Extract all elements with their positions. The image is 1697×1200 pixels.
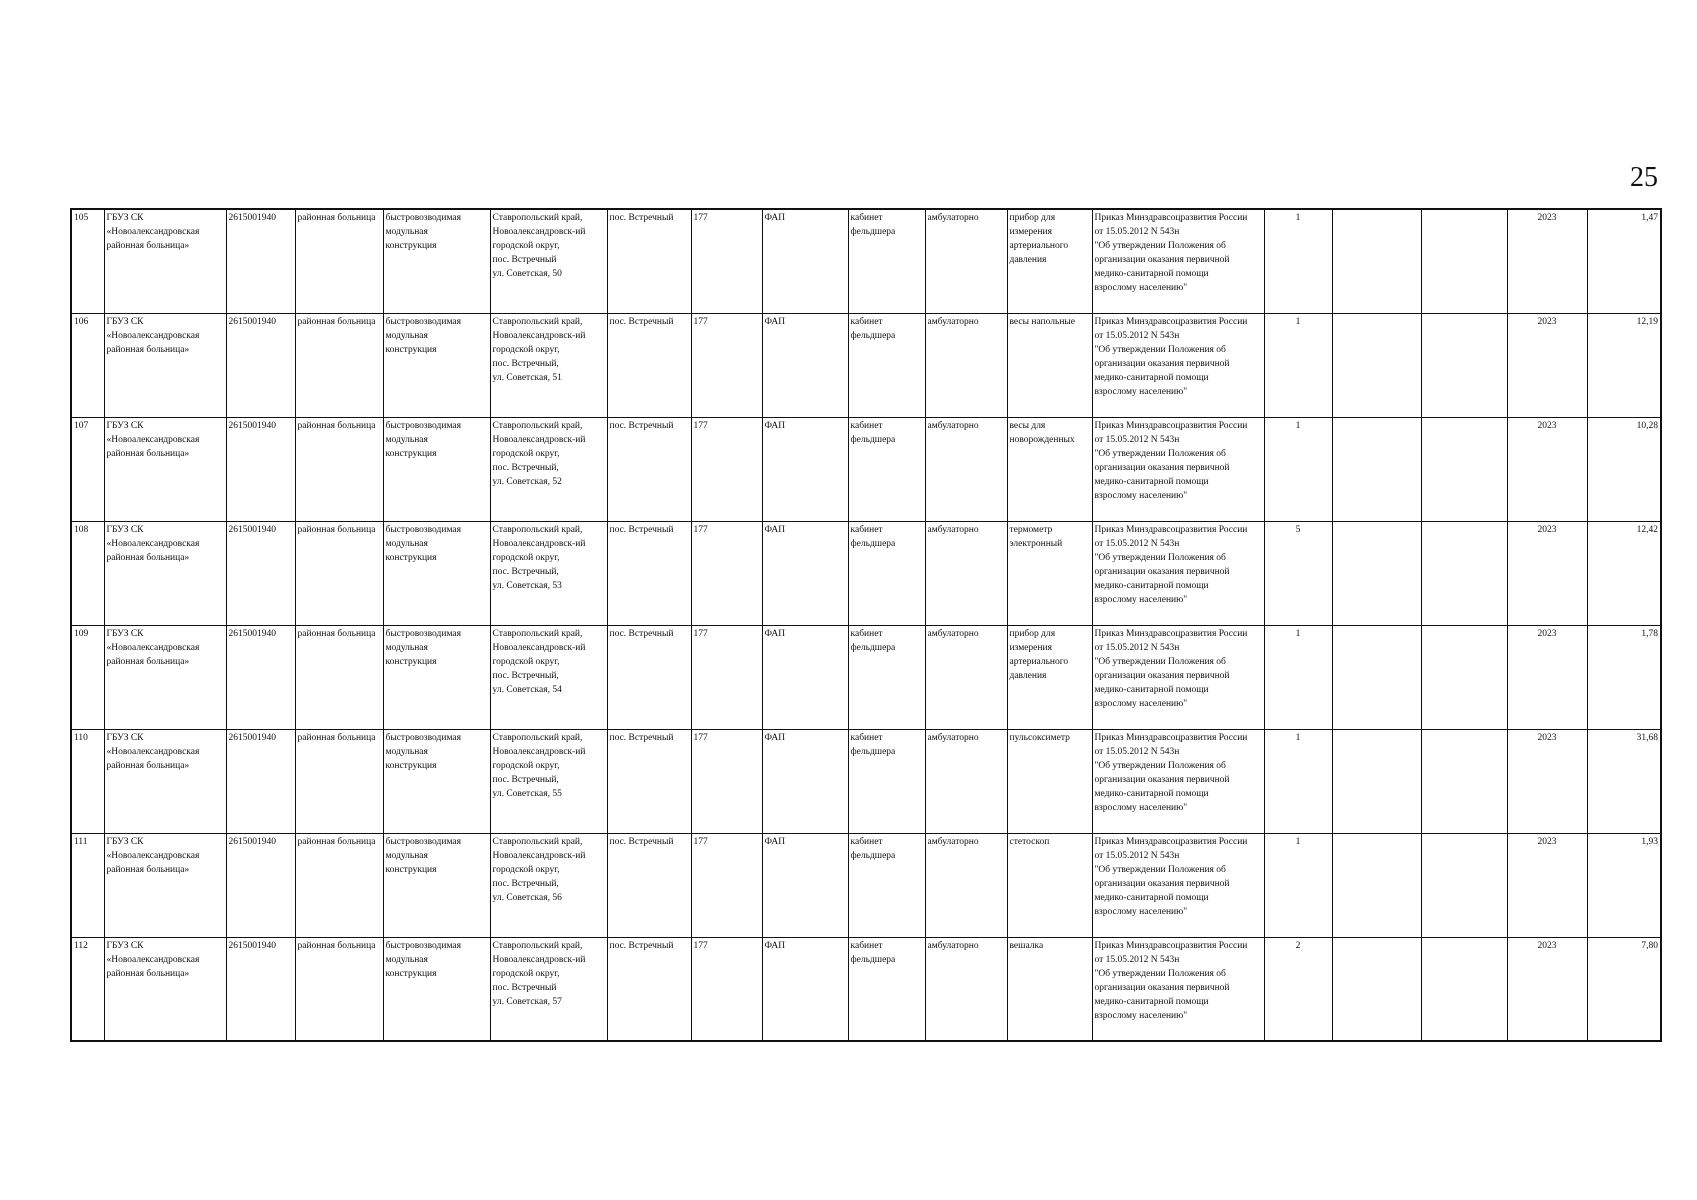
inn-cell: 2615001940 (226, 625, 295, 729)
unit-type-cell: ФАП (762, 729, 848, 833)
settlement-cell: пос. Встречный (607, 313, 691, 417)
year-cell: 2023 (1507, 833, 1587, 937)
cost-cell: 1,93 (1587, 833, 1661, 937)
table-row (71, 625, 1661, 729)
address-cell: Ставропольский край, Новоалександровск-ий городской округ, пос. Встречный, ул. Советская, 55 (490, 729, 607, 833)
cost-cell: 10,28 (1587, 417, 1661, 521)
empty-cell (1332, 729, 1421, 833)
regulation-cell: Приказ Минздравсоцразвития России от 15.05.2012 N 543н "Об утверждении Положения об организации оказания первичной медико-санитарной помощи взрослому населению" (1092, 729, 1264, 833)
equipment-cell: прибор для измерения артериального давления (1007, 209, 1092, 313)
cost-cell: 1,47 (1587, 209, 1661, 313)
organization-cell: ГБУЗ СК «Новоалександровская районная больница» (104, 937, 226, 1041)
year-cell: 2023 (1507, 937, 1587, 1041)
care-mode-cell: амбулаторно (925, 521, 1007, 625)
organization-cell: ГБУЗ СК «Новоалександровская районная больница» (104, 313, 226, 417)
construction-cell: быстровозводимая модульная конструкция (383, 417, 490, 521)
row-number: 111 (71, 833, 104, 937)
row-number: 105 (71, 209, 104, 313)
cost-cell: 31,68 (1587, 729, 1661, 833)
settlement-cell: пос. Встречный (607, 625, 691, 729)
settlement-cell: пос. Встречный (607, 729, 691, 833)
institution-type-cell: районная больница (295, 313, 383, 417)
organization-cell: ГБУЗ СК «Новоалександровская районная больница» (104, 417, 226, 521)
inn-cell: 2615001940 (226, 521, 295, 625)
population-cell: 177 (691, 833, 762, 937)
inn-cell: 2615001940 (226, 937, 295, 1041)
unit-type-cell: ФАП (762, 417, 848, 521)
organization-cell: ГБУЗ СК «Новоалександровская районная больница» (104, 209, 226, 313)
construction-cell: быстровозводимая модульная конструкция (383, 729, 490, 833)
equipment-cell: термометр электронный (1007, 521, 1092, 625)
organization-cell: ГБУЗ СК «Новоалександровская районная больница» (104, 625, 226, 729)
regulation-cell: Приказ Минздравсоцразвития России от 15.05.2012 N 543н "Об утверждении Положения об организации оказания первичной медико-санитарной помощи взрослому населению" (1092, 937, 1264, 1041)
institution-type-cell: районная больница (295, 833, 383, 937)
empty-cell (1421, 209, 1507, 313)
room-cell: кабинет фельдшера (848, 833, 925, 937)
row-number: 112 (71, 937, 104, 1041)
unit-type-cell: ФАП (762, 209, 848, 313)
care-mode-cell: амбулаторно (925, 417, 1007, 521)
empty-cell (1421, 521, 1507, 625)
page-number: 25 (1630, 162, 1658, 193)
construction-cell: быстровозводимая модульная конструкция (383, 521, 490, 625)
care-mode-cell: амбулаторно (925, 625, 1007, 729)
empty-cell (1421, 833, 1507, 937)
unit-type-cell: ФАП (762, 833, 848, 937)
quantity-cell: 1 (1264, 833, 1332, 937)
population-cell: 177 (691, 729, 762, 833)
regulation-cell: Приказ Минздравсоцразвития России от 15.05.2012 N 543н "Об утверждении Положения об организации оказания первичной медико-санитарной помощи взрослому населению" (1092, 833, 1264, 937)
organization-cell: ГБУЗ СК «Новоалександровская районная больница» (104, 521, 226, 625)
settlement-cell: пос. Встречный (607, 833, 691, 937)
inn-cell: 2615001940 (226, 313, 295, 417)
empty-cell (1332, 313, 1421, 417)
quantity-cell: 1 (1264, 209, 1332, 313)
inn-cell: 2615001940 (226, 417, 295, 521)
table-body (71, 209, 1661, 1041)
settlement-cell: пос. Встречный (607, 209, 691, 313)
institution-type-cell: районная больница (295, 209, 383, 313)
address-cell: Ставропольский край, Новоалександровск-ий городской округ, пос. Встречный, ул. Советская, 56 (490, 833, 607, 937)
institution-type-cell: районная больница (295, 729, 383, 833)
row-number: 107 (71, 417, 104, 521)
empty-cell (1332, 937, 1421, 1041)
year-cell: 2023 (1507, 625, 1587, 729)
unit-type-cell: ФАП (762, 521, 848, 625)
room-cell: кабинет фельдшера (848, 417, 925, 521)
empty-cell (1332, 209, 1421, 313)
address-cell: Ставропольский край, Новоалександровск-ий городской округ, пос. Встречный, ул. Советская, 53 (490, 521, 607, 625)
settlement-cell: пос. Встречный (607, 521, 691, 625)
equipment-cell: весы для новорожденных (1007, 417, 1092, 521)
regulation-cell: Приказ Минздравсоцразвития России от 15.05.2012 N 543н "Об утверждении Положения об организации оказания первичной медико-санитарной помощи взрослому населению" (1092, 521, 1264, 625)
quantity-cell: 5 (1264, 521, 1332, 625)
unit-type-cell: ФАП (762, 625, 848, 729)
regulation-cell: Приказ Минздравсоцразвития России от 15.05.2012 N 543н "Об утверждении Положения об организации оказания первичной медико-санитарной помощи взрослому населению" (1092, 209, 1264, 313)
equipment-cell: вешалка (1007, 937, 1092, 1041)
room-cell: кабинет фельдшера (848, 521, 925, 625)
cost-cell: 12,42 (1587, 521, 1661, 625)
room-cell: кабинет фельдшера (848, 209, 925, 313)
regulation-cell: Приказ Минздравсоцразвития России от 15.05.2012 N 543н "Об утверждении Положения об организации оказания первичной медико-санитарной помощи взрослому населению" (1092, 313, 1264, 417)
construction-cell: быстровозводимая модульная конструкция (383, 833, 490, 937)
equipment-table (70, 208, 1662, 1042)
institution-type-cell: районная больница (295, 937, 383, 1041)
unit-type-cell: ФАП (762, 313, 848, 417)
table-row (71, 209, 1661, 313)
regulation-cell: Приказ Минздравсоцразвития России от 15.05.2012 N 543н "Об утверждении Положения об организации оказания первичной медико-санитарной помощи взрослому населению" (1092, 625, 1264, 729)
institution-type-cell: районная больница (295, 625, 383, 729)
address-cell: Ставропольский край, Новоалександровск-ий городской округ, пос. Встречный ул. Советская, 50 (490, 209, 607, 313)
care-mode-cell: амбулаторно (925, 833, 1007, 937)
year-cell: 2023 (1507, 417, 1587, 521)
address-cell: Ставропольский край, Новоалександровск-ий городской округ, пос. Встречный, ул. Советская, 51 (490, 313, 607, 417)
settlement-cell: пос. Встречный (607, 937, 691, 1041)
cost-cell: 1,78 (1587, 625, 1661, 729)
equipment-cell: прибор для измерения артериального давления (1007, 625, 1092, 729)
table-row (71, 833, 1661, 937)
organization-cell: ГБУЗ СК «Новоалександровская районная больница» (104, 833, 226, 937)
institution-type-cell: районная больница (295, 417, 383, 521)
population-cell: 177 (691, 521, 762, 625)
empty-cell (1332, 625, 1421, 729)
address-cell: Ставропольский край, Новоалександровск-ий городской округ, пос. Встречный ул. Советская, 57 (490, 937, 607, 1041)
construction-cell: быстровозводимая модульная конструкция (383, 625, 490, 729)
quantity-cell: 2 (1264, 937, 1332, 1041)
room-cell: кабинет фельдшера (848, 729, 925, 833)
quantity-cell: 1 (1264, 313, 1332, 417)
quantity-cell: 1 (1264, 625, 1332, 729)
inn-cell: 2615001940 (226, 729, 295, 833)
address-cell: Ставропольский край, Новоалександровск-ий городской округ, пос. Встречный, ул. Советская, 54 (490, 625, 607, 729)
care-mode-cell: амбулаторно (925, 729, 1007, 833)
table-row (71, 937, 1661, 1041)
row-number: 106 (71, 313, 104, 417)
population-cell: 177 (691, 313, 762, 417)
table-row (71, 729, 1661, 833)
equipment-cell: стетоскоп (1007, 833, 1092, 937)
address-cell: Ставропольский край, Новоалександровск-ий городской округ, пос. Встречный, ул. Советская, 52 (490, 417, 607, 521)
cost-cell: 12,19 (1587, 313, 1661, 417)
population-cell: 177 (691, 625, 762, 729)
empty-cell (1332, 833, 1421, 937)
construction-cell: быстровозводимая модульная конструкция (383, 937, 490, 1041)
unit-type-cell: ФАП (762, 937, 848, 1041)
inn-cell: 2615001940 (226, 209, 295, 313)
construction-cell: быстровозводимая модульная конструкция (383, 209, 490, 313)
equipment-cell: пульсоксиметр (1007, 729, 1092, 833)
settlement-cell: пос. Встречный (607, 417, 691, 521)
year-cell: 2023 (1507, 729, 1587, 833)
construction-cell: быстровозводимая модульная конструкция (383, 313, 490, 417)
institution-type-cell: районная больница (295, 521, 383, 625)
equipment-cell: весы напольные (1007, 313, 1092, 417)
table-row (71, 313, 1661, 417)
year-cell: 2023 (1507, 521, 1587, 625)
empty-cell (1421, 625, 1507, 729)
quantity-cell: 1 (1264, 417, 1332, 521)
empty-cell (1421, 729, 1507, 833)
population-cell: 177 (691, 937, 762, 1041)
row-number: 108 (71, 521, 104, 625)
care-mode-cell: амбулаторно (925, 313, 1007, 417)
care-mode-cell: амбулаторно (925, 937, 1007, 1041)
quantity-cell: 1 (1264, 729, 1332, 833)
room-cell: кабинет фельдшера (848, 625, 925, 729)
empty-cell (1421, 937, 1507, 1041)
room-cell: кабинет фельдшера (848, 937, 925, 1041)
year-cell: 2023 (1507, 313, 1587, 417)
empty-cell (1421, 313, 1507, 417)
row-number: 109 (71, 625, 104, 729)
organization-cell: ГБУЗ СК «Новоалександровская районная больница» (104, 729, 226, 833)
empty-cell (1332, 521, 1421, 625)
population-cell: 177 (691, 209, 762, 313)
empty-cell (1421, 417, 1507, 521)
year-cell: 2023 (1507, 209, 1587, 313)
row-number: 110 (71, 729, 104, 833)
cost-cell: 7,80 (1587, 937, 1661, 1041)
regulation-cell: Приказ Минздравсоцразвития России от 15.05.2012 N 543н "Об утверждении Положения об организации оказания первичной медико-санитарной помощи взрослому населению" (1092, 417, 1264, 521)
care-mode-cell: амбулаторно (925, 209, 1007, 313)
inn-cell: 2615001940 (226, 833, 295, 937)
table-row (71, 521, 1661, 625)
empty-cell (1332, 417, 1421, 521)
population-cell: 177 (691, 417, 762, 521)
room-cell: кабинет фельдшера (848, 313, 925, 417)
table-row (71, 417, 1661, 521)
